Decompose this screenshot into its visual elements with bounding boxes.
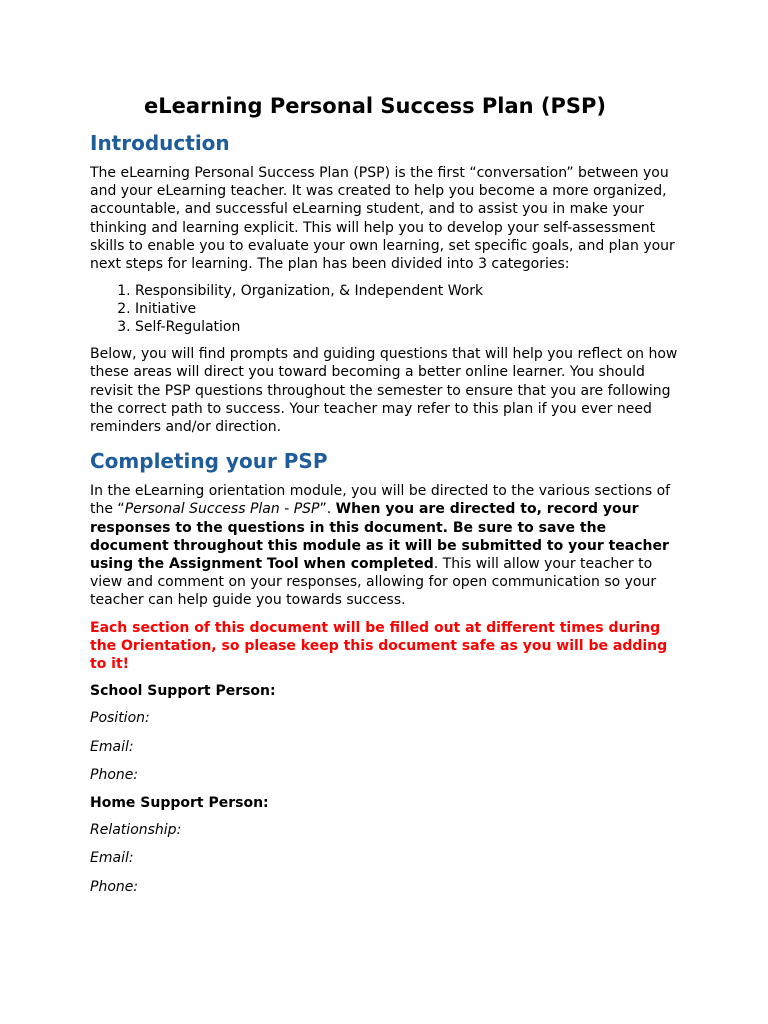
home-email-field: Email: [90, 850, 134, 867]
completing-paragraph [90, 482, 680, 609]
document-content [90, 92, 680, 906]
school-support-label: School Support Person: [90, 683, 276, 700]
document-title: eLearning Personal Success Plan (PSP) [143, 94, 607, 118]
introduction-heading: Introduction [90, 131, 230, 155]
intro-paragraph-2: Below, you will find prompts and guiding questions that will help you reflect on how these areas will direct you toward becoming a better online learner. You should revisit the PSP questions throughout the semester to ensure that you are following the correct path to success. Your teacher may refer to this plan if you ever need reminders and/or direction. [90, 346, 678, 436]
school-email-field: Email: [90, 738, 134, 755]
category-item: 1. Responsibility, Organization, & Independent Work [135, 282, 680, 300]
category-item: 2. Initiative [135, 300, 680, 318]
completing-text-bold: When you are directed to, record your responses to the questions in this document. Be sure to save the document throughout this module as it will be submitted to your teacher using the Assignment Tool when completed [90, 501, 669, 573]
completing-heading: Completing your PSP [90, 449, 328, 474]
warning-text: Each section of this document will be filled out at different times during the Orientation, so please keep this document safe as you will be adding to it! [90, 619, 668, 673]
completing-text-dash: - [279, 501, 294, 518]
school-position-field: Position: [90, 710, 150, 727]
home-support-label: Home Support Person: [90, 795, 269, 812]
home-phone-field: Phone: [90, 878, 139, 895]
completing-text-italic: Personal Success Plan [124, 501, 280, 518]
completing-text-start: In the eLearning orientation module, you will be directed to the various sections of the “ [90, 483, 671, 518]
completing-text-end: . This will allow your teacher to view and comment on your responses, allowing for open communication so your teacher can help guide you towards success. [90, 556, 657, 609]
completing-text-quote: ”. [319, 501, 336, 518]
categories-list [90, 282, 680, 336]
home-relationship-field: Relationship: [90, 822, 182, 839]
completing-text-italic-2: PSP [293, 501, 320, 518]
category-item: 3. Self-Regulation [135, 318, 680, 336]
intro-paragraph-1: The eLearning Personal Success Plan (PSP) is the first “conversation” between you and your eLearning teacher. It was created to help you become a more organized, accountable, and successful eLearning student, and to assist you in make your thinking and learning explicit. This will help you to develop your self-assessment skills to enable you to evaluate your own learning, set specific goals, and plan your next steps for learning. The plan has been divided into 3 categories: [90, 165, 675, 273]
school-phone-field: Phone: [90, 766, 139, 783]
